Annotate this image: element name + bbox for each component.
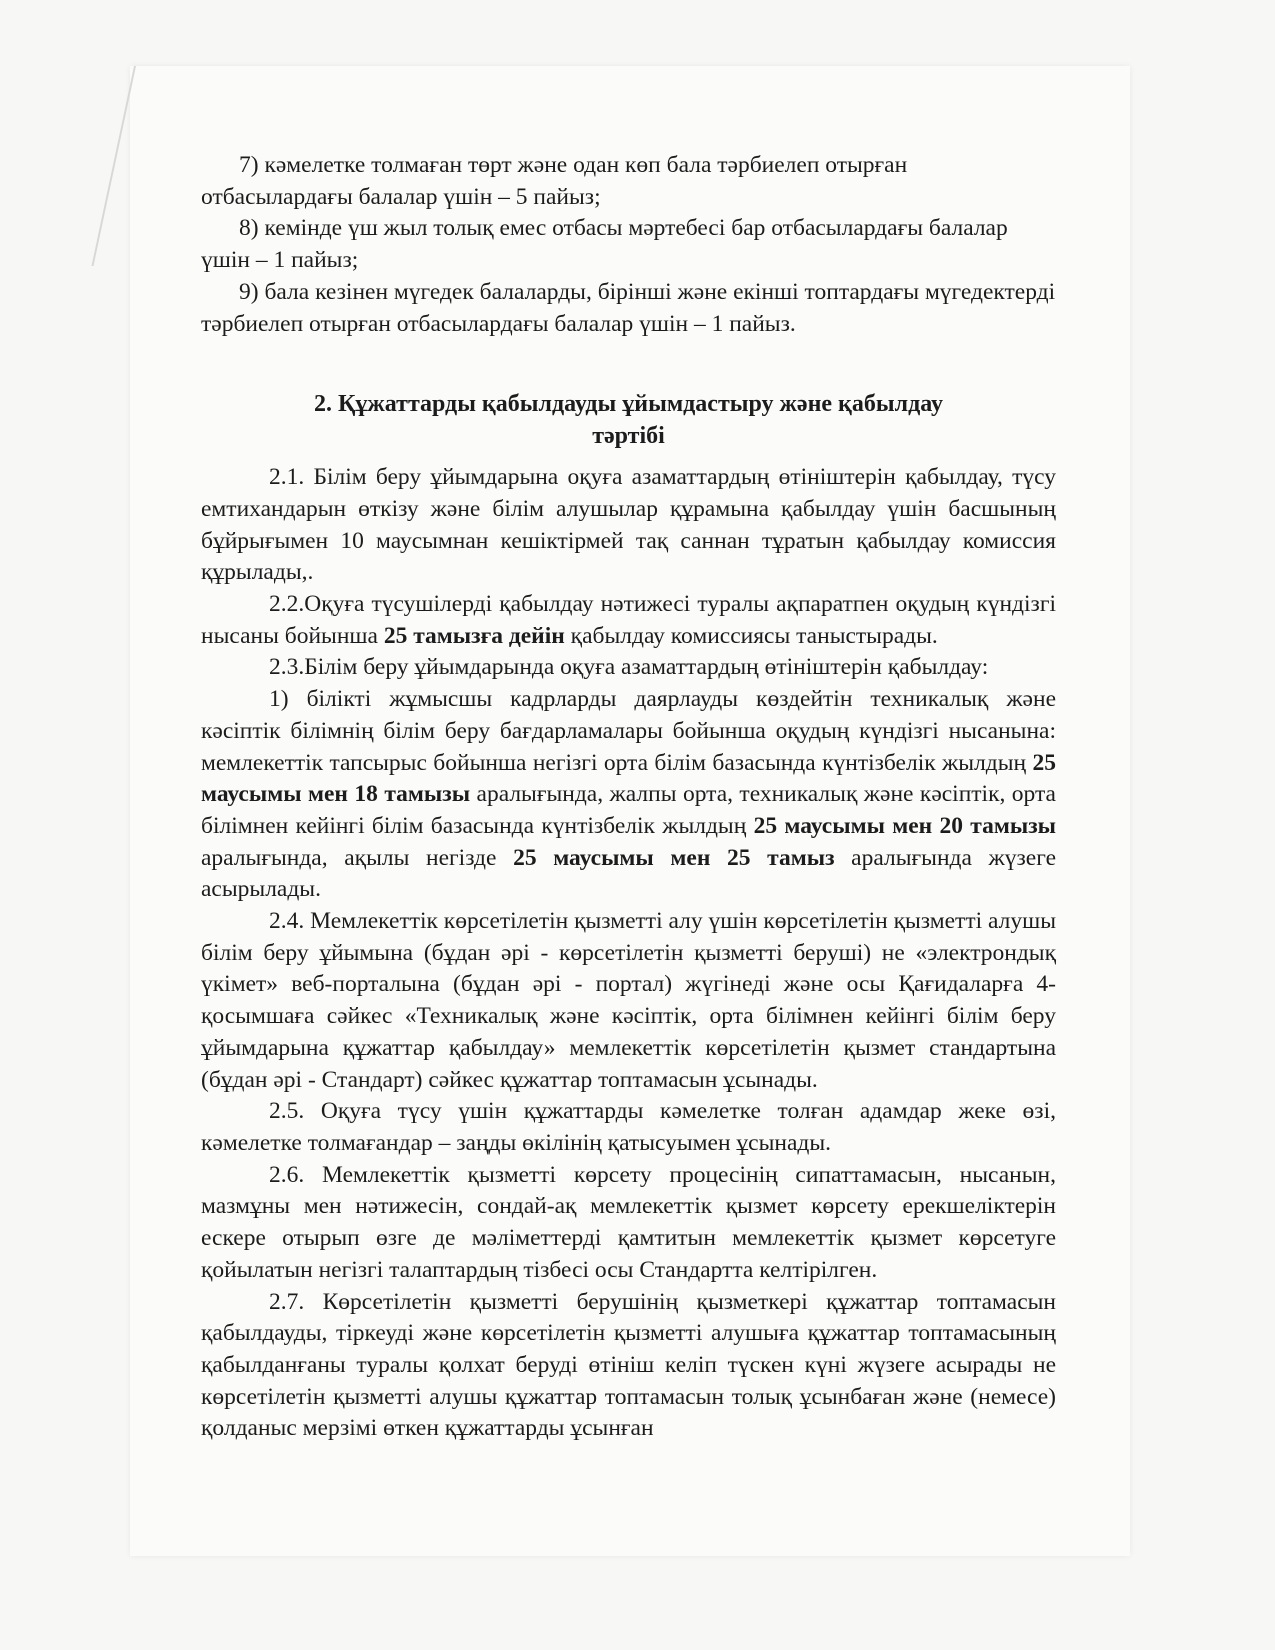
section-title-line-1: 2. Құжаттарды қабылдауды ұйымдастыру және қабылдау: [313, 391, 944, 418]
list-item-9: 9) бала кезінен мүгедек балаларды, бірінші және екінші топтардағы мүгедектерді тәрбиелеп отырған отбасылардағы балалар үшін – 1 пайыз.: [201, 278, 1056, 337]
paragraph-2-3-1-text-d: аралығында жүзеге асырылады.: [201, 844, 1057, 903]
document-body: [201, 150, 1056, 1445]
paragraph-2-3-1-bold-2: 25 маусымы мен 20 тамызы: [753, 812, 1056, 839]
paragraph-2-2: [201, 589, 1056, 652]
paragraph-2-2-bold: 25 тамызға дейін: [383, 622, 565, 649]
paragraph-2-6: 2.6. Мемлекеттік қызметті көрсету процесінің сипаттамасын, нысанын, мазмұны мен нәтижесін, сондай-ақ мемлекеттік қызмет көрсету ерекшеліктерін ескере отырып өзге де мәліметтерді қамтитын мемлекеттік қызмет көрсетуге қойылатын негізгі талаптардың тізбесі осы Стандартта келтірілген.: [201, 1161, 1056, 1283]
paragraph-2-3: 2.3.Білім беру ұйымдарында оқуға азаматтардың өтініштерін қабылдау:: [269, 654, 989, 681]
paragraph-2-3-1-bold-1: 25 маусымы мен 18 тамызы: [201, 749, 1056, 808]
list-item-8: 8) кемінде үш жыл толық емес отбасы мәртебесі бар отбасылардағы балалар үшін – 1 пайыз;: [201, 215, 1008, 274]
paragraph-2-3-1-text-b: аралығында, жалпы орта, техникалық және кәсіптік, орта білімнен кейінгі білім базасында күнтізбелік жылдың: [201, 781, 1056, 839]
section-title-line-2: тәртібі: [592, 423, 665, 450]
section-title: [201, 388, 1056, 452]
paragraph-2-4: 2.4. Мемлекеттік көрсетілетін қызметті алу үшін көрсетілетін қызметті алушы білім беру ұйымына (бұдан әрі - көрсетілетін қызметті беруші) не «электрондық үкімет» веб-порталына (бұдан әрі - портал) жүгінеді және осы Қағидаларға 4-қосымшаға сәйкес «Техникалық және кәсіптік, орта білімнен кейінгі білім беру ұйымдарына құжаттар қабылдау» мемлекеттік көрсетілетін қызмет стандартына (бұдан әрі - Стандарт) сәйкес құжаттар топтамасын ұсынады.: [201, 908, 1056, 1093]
paragraph-2-2-text-b: қабылдау комиссиясы таныстырады.: [564, 622, 938, 649]
paragraph-2-3-1-bold-3: 25 маусымы мен 25 тамыз: [513, 844, 835, 871]
paragraph-2-3-1-text-c: аралығында, ақылы негізде: [201, 844, 514, 871]
paragraph-2-2-text-a: 2.2.Оқуға түсушілерді қабылдау нәтижесі туралы ақпаратпен оқудың күндізгі нысаны бойынша: [201, 591, 1056, 649]
paragraph-2-1: 2.1. Білім беру ұйымдарына оқуға азаматтардың өтініштерін қабылдау, түсу емтихандарын өткізу және білім алушылар құрамына қабылдау үшін басшының бұйрығымен 10 маусымнан кешіктірмей тақ саннан тұратын қабылдау комиссия құрылады,.: [201, 464, 1056, 586]
paragraph-2-5: 2.5. Оқуға түсу үшін құжаттарды кәмелетке толған адамдар жеке өзі, кәмелетке толмағандар – заңды өкілінің қатысуымен ұсынады.: [201, 1098, 1056, 1156]
paragraph-2-3-1-text-a: 1) білікті жұмысшы кадрларды даярлауды көздейтін техникалық және кәсіптік білімнің білім беру бағдарламалары бойынша оқудың күндізгі нысанына: мемлекеттік тапсырыс бойынша негізгі орта білім базасында күнтізбелік жылдың: [201, 686, 1056, 776]
paragraph-2-7: 2.7. Көрсетілетін қызметті берушінің қызметкері құжаттар топтамасын қабылдауды, тіркеуді және көрсетілетін қызметті алушыға құжаттар топтамасының қабылданғаны туралы қолхат беруді өтініш келіп түскен күні жүзеге асырады не көрсетілетін қызметті алушы құжаттар топтамасын толық ұсынбаған және (немесе) қолданыс мерзімі өткен құжаттарды ұсынған: [201, 1288, 1056, 1442]
list-item-7: 7) кәмелетке толмаған төрт және одан көп бала тәрбиелеп отырған отбасылардағы балалар үшін – 5 пайыз;: [201, 152, 908, 210]
paragraph-2-3-1: [201, 684, 1056, 906]
